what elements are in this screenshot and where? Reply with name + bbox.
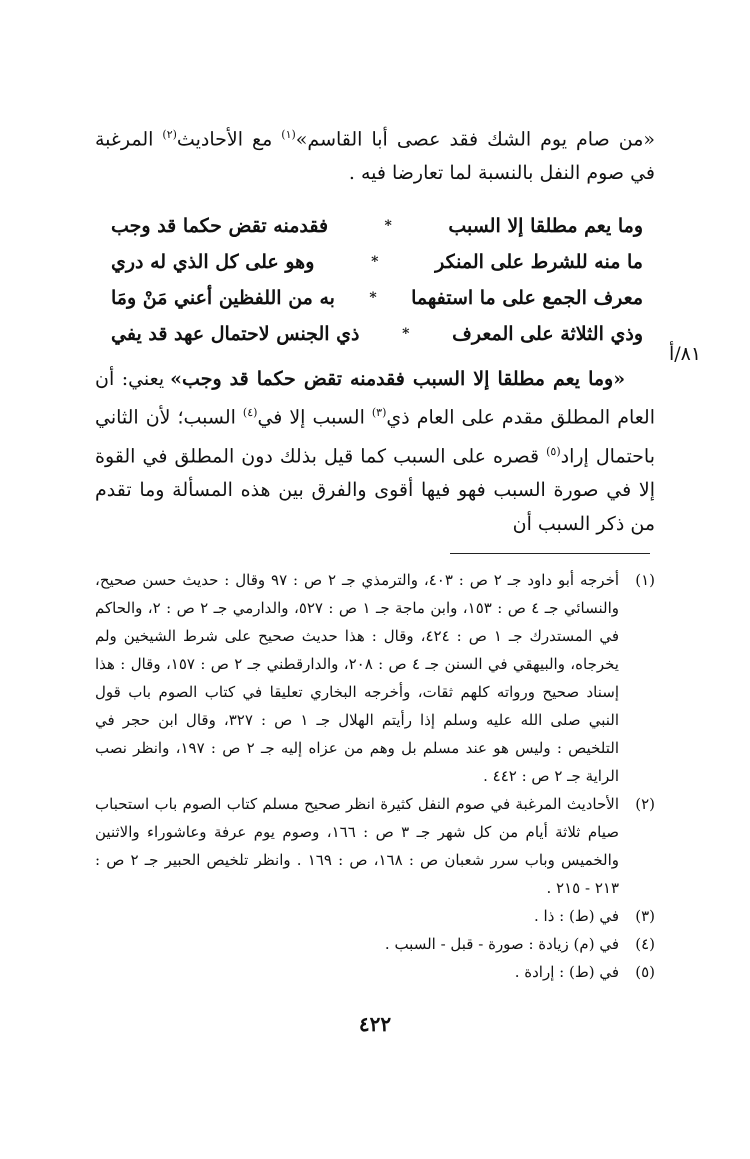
poem-hemistich-right: وما يعم مطلقا إلا السبب (448, 215, 643, 238)
intro-mid: مع الأحاديث (176, 128, 282, 151)
poem-hemistich-left: فقدمنه تقض حكما قد وجب (111, 215, 329, 238)
poem-hemistich-left: وهو على كل الذي له دري (111, 251, 315, 274)
footnote-text: في (ط) : ذا . (534, 907, 619, 925)
intro-paragraph (95, 118, 655, 190)
footnote-text: في (م) زيادة : صورة - قبل - السبب . (384, 935, 619, 953)
commentary-part3: السبب؛ لأن الثاني باحتمال إراد (95, 406, 655, 467)
footnote-ref: (١) (281, 128, 296, 141)
verse-separator-star: * (369, 290, 377, 307)
footnote-item (95, 930, 655, 958)
commentary-quote: «وما يعم مطلقا إلا السبب فقدمنه تقض حكما قد وجب» (170, 368, 626, 391)
commentary-part1: يعني: أن العام المطلق مقدم على العام ذي (95, 368, 655, 429)
commentary-part2: السبب إلا في (257, 406, 372, 429)
commentary-paragraph (95, 362, 655, 541)
poem-line (111, 316, 643, 352)
verse-separator-star: * (402, 326, 410, 343)
footnote-item (95, 566, 655, 790)
poem-hemistich-right: وذي الثلاثة على المعرف (452, 323, 643, 346)
footnote-number: (٤) (635, 935, 655, 953)
intro-quote: «من صام يوم الشك فقد عصى أبا القاسم» (295, 128, 655, 151)
poem-line (111, 280, 643, 316)
footnote-separator (450, 553, 650, 554)
poem-hemistich-left: ذي الجنس لاحتمال عهد قد يفي (111, 323, 360, 346)
poem-hemistich-right: ما منه للشرط على المنكر (435, 251, 643, 274)
poem-line (111, 244, 643, 280)
main-text (95, 118, 655, 541)
margin-folio-note: ٨١/أ (668, 343, 702, 365)
poem-verses (95, 208, 655, 352)
verse-separator-star: * (384, 218, 392, 235)
footnote-text: أخرجه أبو داود جـ ٢ ص : ٤٠٣، والترمذي جـ ٢ ص : ٩٧ وقال : حديث حسن صحيح، والنسائي جـ ٤ ص : ١٥٣، وابن ماجة جـ ١ ص : ٥٢٧، والدارمي جـ ٢ ص : ٢، والحاكم في المستدرك جـ ١ ص : ٤٢٤، وقال : هذا حديث صحيح على شرط الشيخين ولم يخرجاه، والبيهقي في السنن جـ ٤ ص : ٢٠٨، والدارقطني جـ ٢ ص : ١٥٧، وقال : هذا إسناد صحيح ورواته كلهم ثقات، وأخرجه البخاري تعليقا في كتاب الصوم باب قول النبي صلى الله عليه وسلم إذا رأيتم الهلال جـ ١ ص : ٣٢٧، وقال ابن حجر في التلخيص : وليس هو عند مسلم بل وهم من عزاه إليه جـ ٢ ص : ١٩٧، وانظر نصب الراية جـ ٢ ص : ٤٤٢ . (95, 571, 620, 785)
commentary-part4: قصره على السبب كما قيل بذلك دون المطلق في القوة إلا في صورة السبب فهو فيها أقوى والفرق بين هذه المسألة وما تقدم من ذكر السبب أن (95, 444, 655, 535)
footnote-number: (٣) (635, 907, 655, 925)
footnote-ref: (٤) (242, 406, 258, 420)
verse-separator-star: * (371, 254, 379, 271)
footnote-ref: (٣) (371, 406, 387, 420)
footnote-text: الأحاديث المرغبة في صوم النفل كثيرة انظر صحيح مسلم كتاب الصوم باب استحباب صيام ثلاثة أيام من كل شهر جـ ٣ ص : ١٦٦، وصوم يوم عرفة وعاشوراء والاثنين والخميس وباب سرر شعبان ص : ١٦٨، ص : ١٦٩ . وانظر تلخيص الحبير جـ ٢ ص : ٢١٣ - ٢١٥ . (95, 795, 619, 897)
footnote-number: (٥) (635, 963, 655, 981)
footnote-number: (١) (635, 571, 655, 589)
footnotes (95, 566, 655, 986)
footnote-ref: (٥) (546, 444, 561, 458)
footnote-item (95, 958, 655, 986)
poem-hemistich-right: معرف الجمع على ما استفهما (411, 287, 643, 310)
footnote-item (95, 902, 655, 930)
page-number: ٤٢٢ (358, 1012, 392, 1036)
footnote-number: (٢) (635, 795, 655, 813)
footnote-item (95, 790, 655, 902)
poem-line (111, 208, 643, 244)
poem-hemistich-left: به من اللفظين أعني مَنْ ومَا (111, 287, 335, 310)
intro-tail: المرغبة في صوم النفل بالنسبة لما تعارضا فيه . (95, 128, 655, 185)
footnote-ref: (٢) (162, 128, 177, 141)
footnote-text: في (ط) : إرادة . (514, 963, 619, 981)
